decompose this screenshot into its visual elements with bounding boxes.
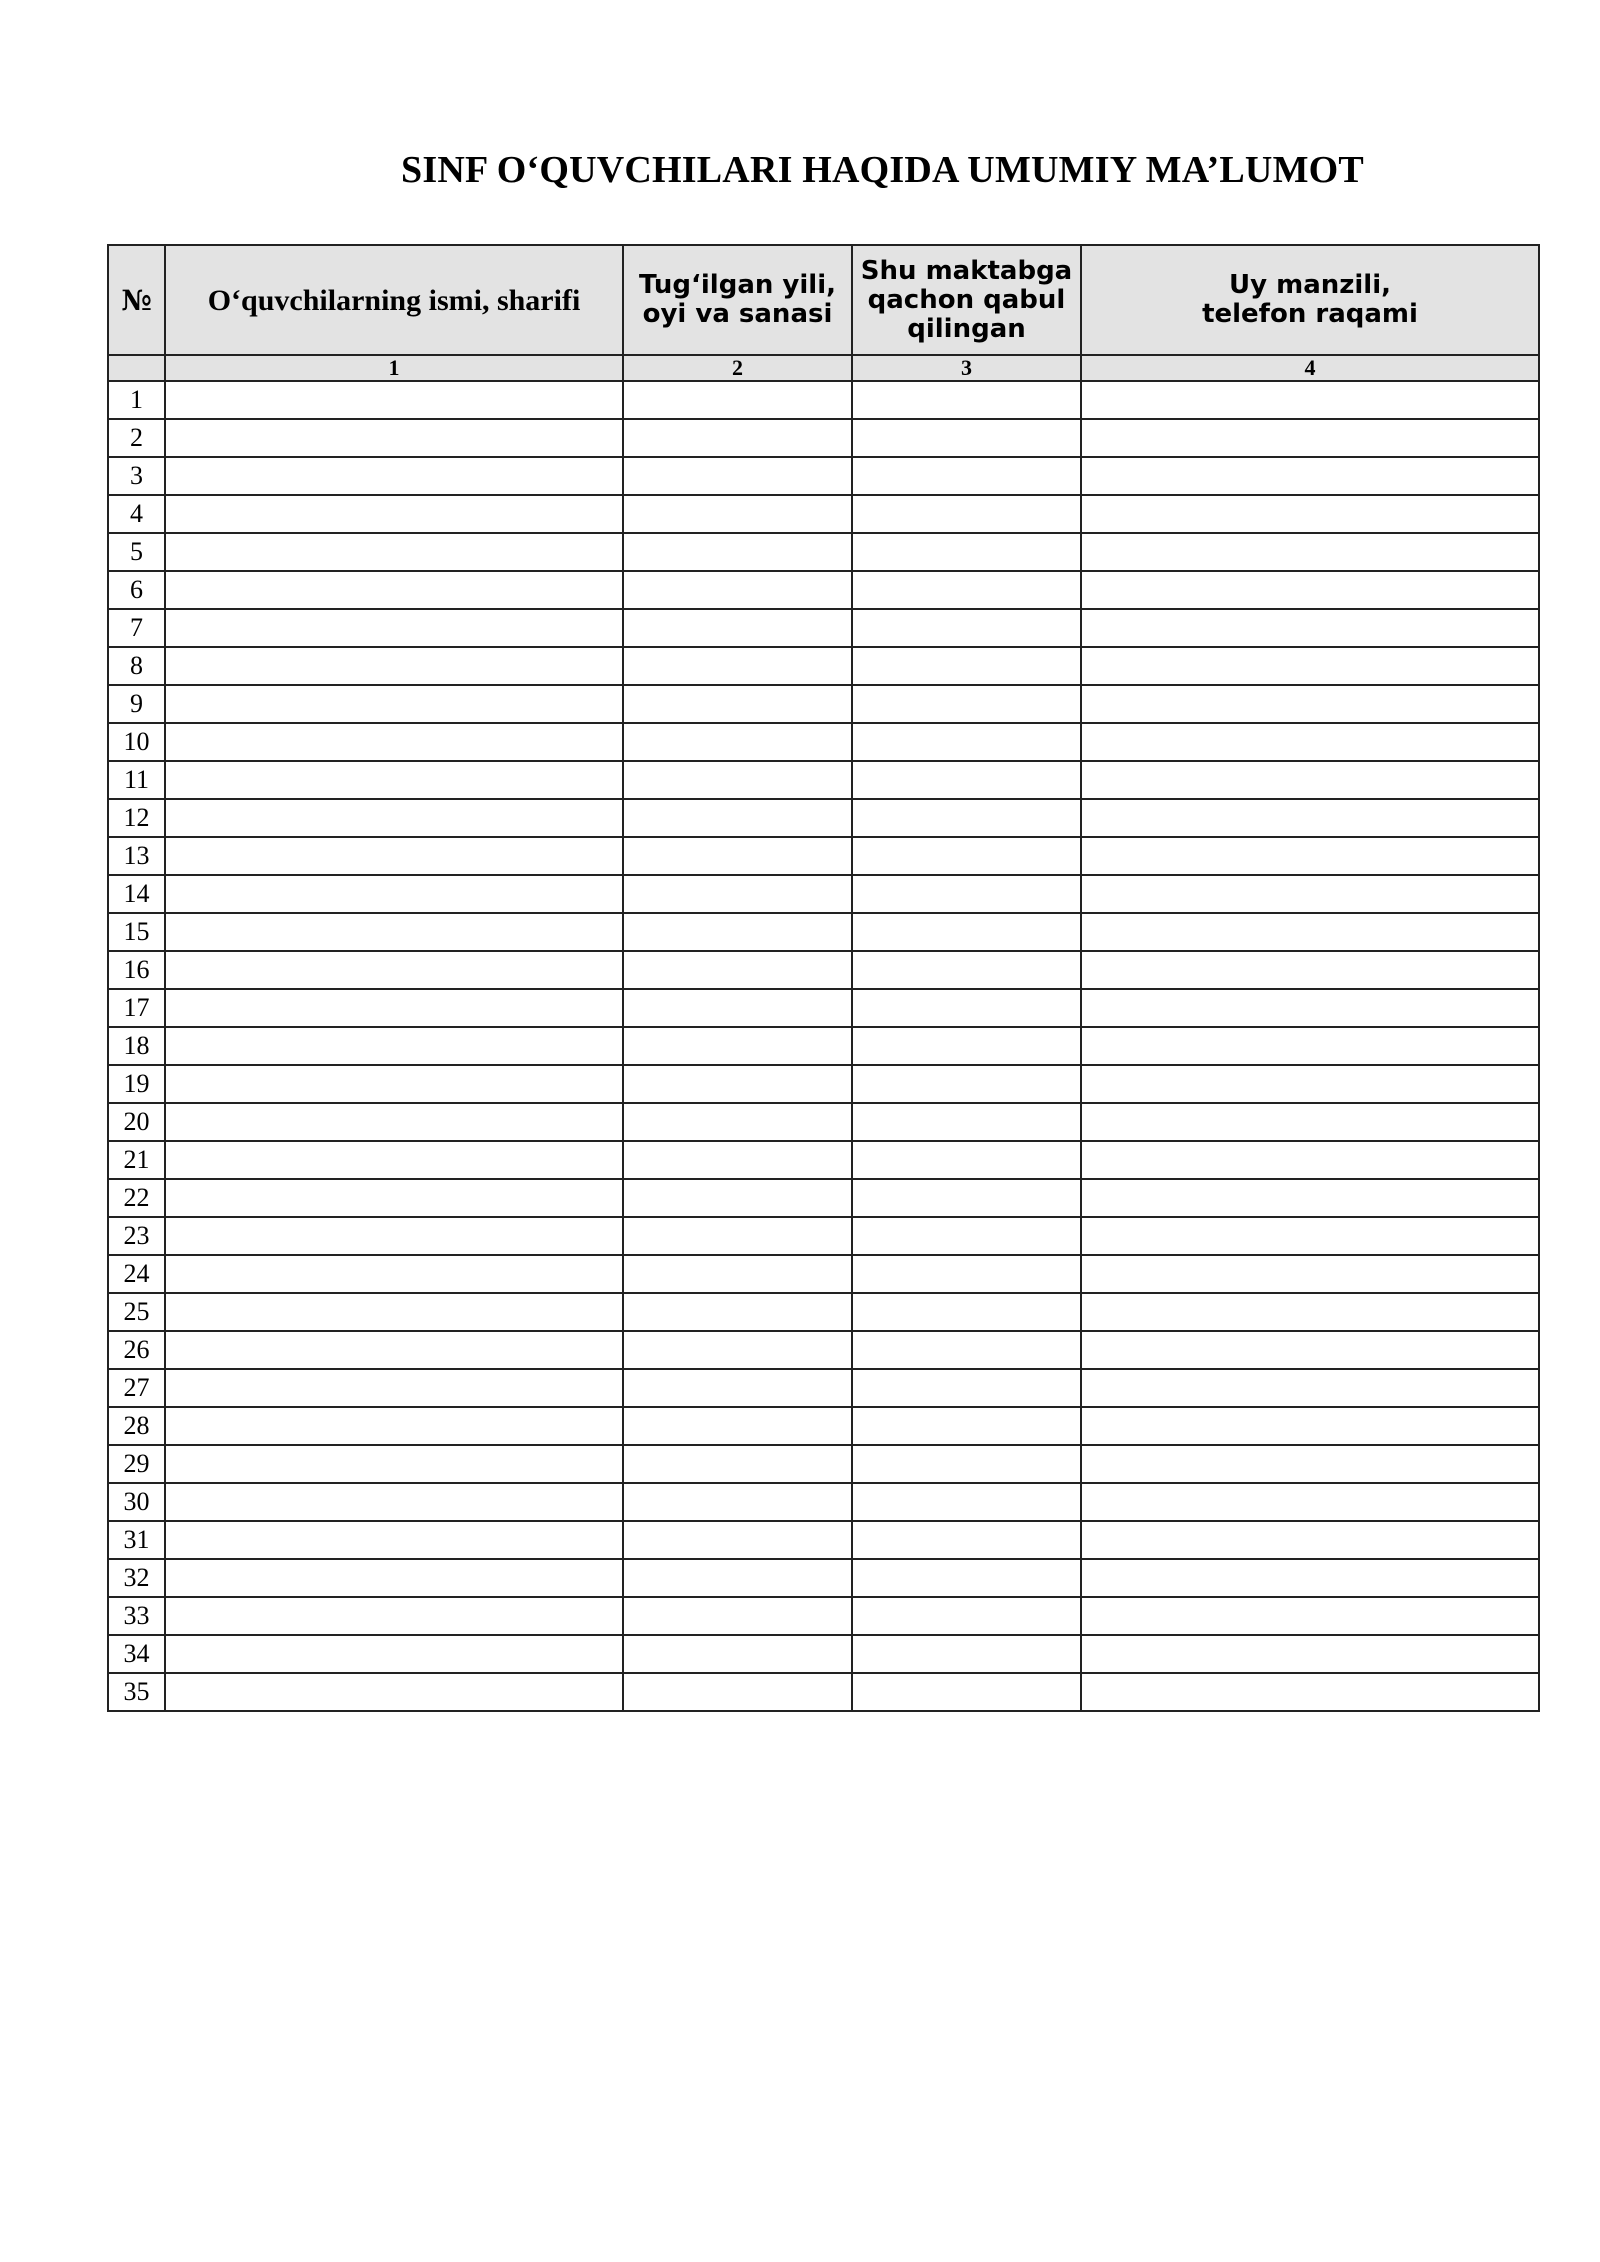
- admission-date-cell[interactable]: [852, 913, 1081, 951]
- address-phone-cell[interactable]: [1081, 1141, 1539, 1179]
- student-name-cell[interactable]: [165, 1141, 623, 1179]
- row-number: 14: [108, 875, 165, 913]
- header-student-name: [165, 245, 623, 355]
- student-name-cell[interactable]: [165, 1559, 623, 1597]
- admission-date-cell[interactable]: [852, 1407, 1081, 1445]
- admission-date-cell[interactable]: [852, 1293, 1081, 1331]
- birth-date-cell[interactable]: [623, 533, 852, 571]
- table-row: [108, 685, 1539, 723]
- table-row: [108, 1407, 1539, 1445]
- admission-date-cell[interactable]: [852, 1673, 1081, 1711]
- student-name-cell[interactable]: [165, 913, 623, 951]
- table-row: [108, 913, 1539, 951]
- birth-date-cell[interactable]: [623, 1027, 852, 1065]
- admission-date-cell[interactable]: [852, 723, 1081, 761]
- table-row: [108, 951, 1539, 989]
- birth-date-cell[interactable]: [623, 1673, 852, 1711]
- address-phone-cell[interactable]: [1081, 495, 1539, 533]
- table-body: [108, 381, 1539, 1711]
- table-row: [108, 837, 1539, 875]
- row-number: 4: [108, 495, 165, 533]
- birth-date-cell[interactable]: [623, 1103, 852, 1141]
- table-row: [108, 723, 1539, 761]
- row-number: 19: [108, 1065, 165, 1103]
- student-name-cell[interactable]: [165, 533, 623, 571]
- row-number: 35: [108, 1673, 165, 1711]
- student-name-cell[interactable]: [165, 1331, 623, 1369]
- row-number: 1: [108, 381, 165, 419]
- table-row: [108, 1635, 1539, 1673]
- birth-date-cell[interactable]: [623, 1141, 852, 1179]
- student-info-table: [107, 244, 1540, 1712]
- student-name-cell[interactable]: [165, 1483, 623, 1521]
- admission-date-cell[interactable]: [852, 1103, 1081, 1141]
- student-name-cell[interactable]: [165, 1293, 623, 1331]
- address-phone-cell[interactable]: [1081, 647, 1539, 685]
- address-phone-cell[interactable]: [1081, 1369, 1539, 1407]
- address-phone-cell[interactable]: [1081, 685, 1539, 723]
- header-admission-date: [852, 245, 1081, 355]
- admission-date-cell[interactable]: [852, 533, 1081, 571]
- address-phone-cell[interactable]: [1081, 799, 1539, 837]
- student-name-cell[interactable]: [165, 1179, 623, 1217]
- student-name-cell[interactable]: [165, 1065, 623, 1103]
- student-name-cell[interactable]: [165, 875, 623, 913]
- table-row: [108, 1027, 1539, 1065]
- table-row: [108, 761, 1539, 799]
- row-number: 29: [108, 1445, 165, 1483]
- birth-date-cell[interactable]: [623, 609, 852, 647]
- row-number: 24: [108, 1255, 165, 1293]
- column-index: 1: [165, 355, 623, 381]
- birth-date-cell[interactable]: [623, 1559, 852, 1597]
- table-row: [108, 1369, 1539, 1407]
- student-name-cell[interactable]: [165, 495, 623, 533]
- table-row: [108, 419, 1539, 457]
- birth-date-cell[interactable]: [623, 1483, 852, 1521]
- student-name-cell[interactable]: [165, 647, 623, 685]
- student-name-cell[interactable]: [165, 685, 623, 723]
- address-phone-cell[interactable]: [1081, 1255, 1539, 1293]
- birth-date-cell[interactable]: [623, 837, 852, 875]
- birth-date-cell[interactable]: [623, 419, 852, 457]
- birth-date-cell[interactable]: [623, 799, 852, 837]
- header-address-phone: [1081, 245, 1539, 355]
- table-row: [108, 1445, 1539, 1483]
- row-number: 5: [108, 533, 165, 571]
- birth-date-cell[interactable]: [623, 1635, 852, 1673]
- address-phone-cell[interactable]: [1081, 989, 1539, 1027]
- admission-date-cell[interactable]: [852, 1483, 1081, 1521]
- address-phone-cell[interactable]: [1081, 457, 1539, 495]
- row-number: 16: [108, 951, 165, 989]
- admission-date-cell[interactable]: [852, 799, 1081, 837]
- address-phone-cell[interactable]: [1081, 1331, 1539, 1369]
- student-name-cell[interactable]: [165, 457, 623, 495]
- birth-date-cell[interactable]: [623, 1597, 852, 1635]
- birth-date-cell[interactable]: [623, 1179, 852, 1217]
- address-phone-cell[interactable]: [1081, 419, 1539, 457]
- address-phone-cell[interactable]: [1081, 761, 1539, 799]
- row-number: 8: [108, 647, 165, 685]
- column-index: 2: [623, 355, 852, 381]
- table-row: [108, 875, 1539, 913]
- row-number: 25: [108, 1293, 165, 1331]
- row-number: 3: [108, 457, 165, 495]
- address-phone-cell[interactable]: [1081, 1407, 1539, 1445]
- row-number: 13: [108, 837, 165, 875]
- table-row: [108, 609, 1539, 647]
- address-phone-cell[interactable]: [1081, 1635, 1539, 1673]
- address-phone-cell[interactable]: [1081, 1673, 1539, 1711]
- header-number: №: [108, 245, 165, 355]
- address-phone-cell[interactable]: [1081, 571, 1539, 609]
- row-number: 26: [108, 1331, 165, 1369]
- row-number: 6: [108, 571, 165, 609]
- student-name-cell[interactable]: [165, 1597, 623, 1635]
- address-phone-cell[interactable]: [1081, 1217, 1539, 1255]
- address-phone-cell[interactable]: [1081, 723, 1539, 761]
- student-name-cell[interactable]: [165, 1673, 623, 1711]
- table-row: [108, 1483, 1539, 1521]
- row-number: 15: [108, 913, 165, 951]
- table-row: [108, 1597, 1539, 1635]
- address-phone-cell[interactable]: [1081, 1521, 1539, 1559]
- student-name-cell[interactable]: [165, 1255, 623, 1293]
- admission-date-cell[interactable]: [852, 381, 1081, 419]
- address-phone-cell[interactable]: [1081, 1027, 1539, 1065]
- admission-date-cell[interactable]: [852, 1445, 1081, 1483]
- header-birth-date: [623, 245, 852, 355]
- birth-date-cell[interactable]: [623, 1331, 852, 1369]
- table-row: [108, 1293, 1539, 1331]
- admission-date-cell[interactable]: [852, 1179, 1081, 1217]
- birth-date-cell[interactable]: [623, 1369, 852, 1407]
- address-phone-cell[interactable]: [1081, 1293, 1539, 1331]
- birth-date-cell[interactable]: [623, 875, 852, 913]
- address-phone-cell[interactable]: [1081, 1065, 1539, 1103]
- header-admission-date-label: Shu maktabga qachon qabul qilingan: [860, 255, 1073, 344]
- birth-date-cell[interactable]: [623, 1217, 852, 1255]
- row-number: 9: [108, 685, 165, 723]
- student-name-cell[interactable]: [165, 609, 623, 647]
- birth-date-cell[interactable]: [623, 723, 852, 761]
- birth-date-cell[interactable]: [623, 457, 852, 495]
- admission-date-cell[interactable]: [852, 1521, 1081, 1559]
- row-number: 30: [108, 1483, 165, 1521]
- admission-date-cell[interactable]: [852, 989, 1081, 1027]
- birth-date-cell[interactable]: [623, 1255, 852, 1293]
- page-title: SINF O‘QUVCHILARI HAQIDA UMUMIY MA’LUMOT: [401, 149, 1364, 191]
- table-row: [108, 1673, 1539, 1711]
- column-index: 4: [1081, 355, 1539, 381]
- admission-date-cell[interactable]: [852, 1559, 1081, 1597]
- row-number: 12: [108, 799, 165, 837]
- address-phone-cell[interactable]: [1081, 1597, 1539, 1635]
- admission-date-cell[interactable]: [852, 951, 1081, 989]
- row-number: 20: [108, 1103, 165, 1141]
- student-name-cell[interactable]: [165, 723, 623, 761]
- admission-date-cell[interactable]: [852, 875, 1081, 913]
- birth-date-cell[interactable]: [623, 685, 852, 723]
- birth-date-cell[interactable]: [623, 913, 852, 951]
- student-name-cell[interactable]: [165, 571, 623, 609]
- admission-date-cell[interactable]: [852, 1331, 1081, 1369]
- birth-date-cell[interactable]: [623, 761, 852, 799]
- address-phone-cell[interactable]: [1081, 837, 1539, 875]
- table-row: [108, 647, 1539, 685]
- table-row: [108, 799, 1539, 837]
- student-name-cell[interactable]: [165, 1445, 623, 1483]
- student-name-cell[interactable]: [165, 381, 623, 419]
- table-row: [108, 571, 1539, 609]
- student-name-cell[interactable]: [165, 989, 623, 1027]
- table-row: [108, 1103, 1539, 1141]
- admission-date-cell[interactable]: [852, 1369, 1081, 1407]
- address-phone-cell[interactable]: [1081, 1103, 1539, 1141]
- student-name-cell[interactable]: [165, 951, 623, 989]
- student-name-cell[interactable]: [165, 1635, 623, 1673]
- table-row: [108, 1217, 1539, 1255]
- student-name-cell[interactable]: [165, 799, 623, 837]
- student-name-cell[interactable]: [165, 1027, 623, 1065]
- row-number: 22: [108, 1179, 165, 1217]
- student-name-cell[interactable]: [165, 1103, 623, 1141]
- admission-date-cell[interactable]: [852, 457, 1081, 495]
- student-name-cell[interactable]: [165, 837, 623, 875]
- address-phone-cell[interactable]: [1081, 913, 1539, 951]
- row-number: 10: [108, 723, 165, 761]
- student-name-cell[interactable]: [165, 419, 623, 457]
- birth-date-cell[interactable]: [623, 989, 852, 1027]
- address-phone-cell[interactable]: [1081, 1483, 1539, 1521]
- birth-date-cell[interactable]: [623, 495, 852, 533]
- birth-date-cell[interactable]: [623, 1521, 852, 1559]
- table-row: [108, 1179, 1539, 1217]
- row-number: 27: [108, 1369, 165, 1407]
- address-phone-cell[interactable]: [1081, 533, 1539, 571]
- admission-date-cell[interactable]: [852, 419, 1081, 457]
- row-number: 28: [108, 1407, 165, 1445]
- row-number: 32: [108, 1559, 165, 1597]
- admission-date-cell[interactable]: [852, 685, 1081, 723]
- table-row: [108, 381, 1539, 419]
- student-name-cell[interactable]: [165, 761, 623, 799]
- birth-date-cell[interactable]: [623, 1065, 852, 1103]
- admission-date-cell[interactable]: [852, 1255, 1081, 1293]
- admission-date-cell[interactable]: [852, 761, 1081, 799]
- admission-date-cell[interactable]: [852, 1141, 1081, 1179]
- birth-date-cell[interactable]: [623, 647, 852, 685]
- table-row: [108, 457, 1539, 495]
- header-birth-date-label: Tug‘ilgan yili, oyi va sanasi: [639, 270, 836, 329]
- admission-date-cell[interactable]: [852, 1635, 1081, 1673]
- address-phone-cell[interactable]: [1081, 381, 1539, 419]
- birth-date-cell[interactable]: [623, 381, 852, 419]
- admission-date-cell[interactable]: [852, 1217, 1081, 1255]
- header-student-name-label: O‘quvchilarning ismi, sharifi: [207, 283, 581, 317]
- table-row: [108, 495, 1539, 533]
- row-number: 33: [108, 1597, 165, 1635]
- birth-date-cell[interactable]: [623, 1407, 852, 1445]
- table-header-row: [108, 245, 1539, 355]
- address-phone-cell[interactable]: [1081, 1559, 1539, 1597]
- address-phone-cell[interactable]: [1081, 1179, 1539, 1217]
- table-row: [108, 1255, 1539, 1293]
- row-number: 23: [108, 1217, 165, 1255]
- row-number: 11: [108, 761, 165, 799]
- admission-date-cell[interactable]: [852, 1027, 1081, 1065]
- table-row: [108, 1065, 1539, 1103]
- birth-date-cell[interactable]: [623, 571, 852, 609]
- column-index: [108, 355, 165, 381]
- row-number: 34: [108, 1635, 165, 1673]
- student-name-cell[interactable]: [165, 1217, 623, 1255]
- birth-date-cell[interactable]: [623, 951, 852, 989]
- row-number: 21: [108, 1141, 165, 1179]
- admission-date-cell[interactable]: [852, 647, 1081, 685]
- birth-date-cell[interactable]: [623, 1293, 852, 1331]
- address-phone-cell[interactable]: [1081, 875, 1539, 913]
- admission-date-cell[interactable]: [852, 495, 1081, 533]
- header-address-phone-label: Uy manzili, telefon raqami: [1202, 270, 1418, 329]
- admission-date-cell[interactable]: [852, 1065, 1081, 1103]
- admission-date-cell[interactable]: [852, 571, 1081, 609]
- table-row: [108, 1559, 1539, 1597]
- row-number: 18: [108, 1027, 165, 1065]
- row-number: 2: [108, 419, 165, 457]
- address-phone-cell[interactable]: [1081, 1445, 1539, 1483]
- table-row: [108, 989, 1539, 1027]
- table-row: [108, 1331, 1539, 1369]
- address-phone-cell[interactable]: [1081, 609, 1539, 647]
- student-name-cell[interactable]: [165, 1407, 623, 1445]
- admission-date-cell[interactable]: [852, 837, 1081, 875]
- table-row: [108, 1521, 1539, 1559]
- column-index: 3: [852, 355, 1081, 381]
- row-number: 17: [108, 989, 165, 1027]
- admission-date-cell[interactable]: [852, 609, 1081, 647]
- address-phone-cell[interactable]: [1081, 951, 1539, 989]
- row-number: 31: [108, 1521, 165, 1559]
- admission-date-cell[interactable]: [852, 1597, 1081, 1635]
- table-row: [108, 533, 1539, 571]
- row-number: 7: [108, 609, 165, 647]
- column-index-row: [108, 355, 1539, 381]
- student-name-cell[interactable]: [165, 1369, 623, 1407]
- student-name-cell[interactable]: [165, 1521, 623, 1559]
- birth-date-cell[interactable]: [623, 1445, 852, 1483]
- table-row: [108, 1141, 1539, 1179]
